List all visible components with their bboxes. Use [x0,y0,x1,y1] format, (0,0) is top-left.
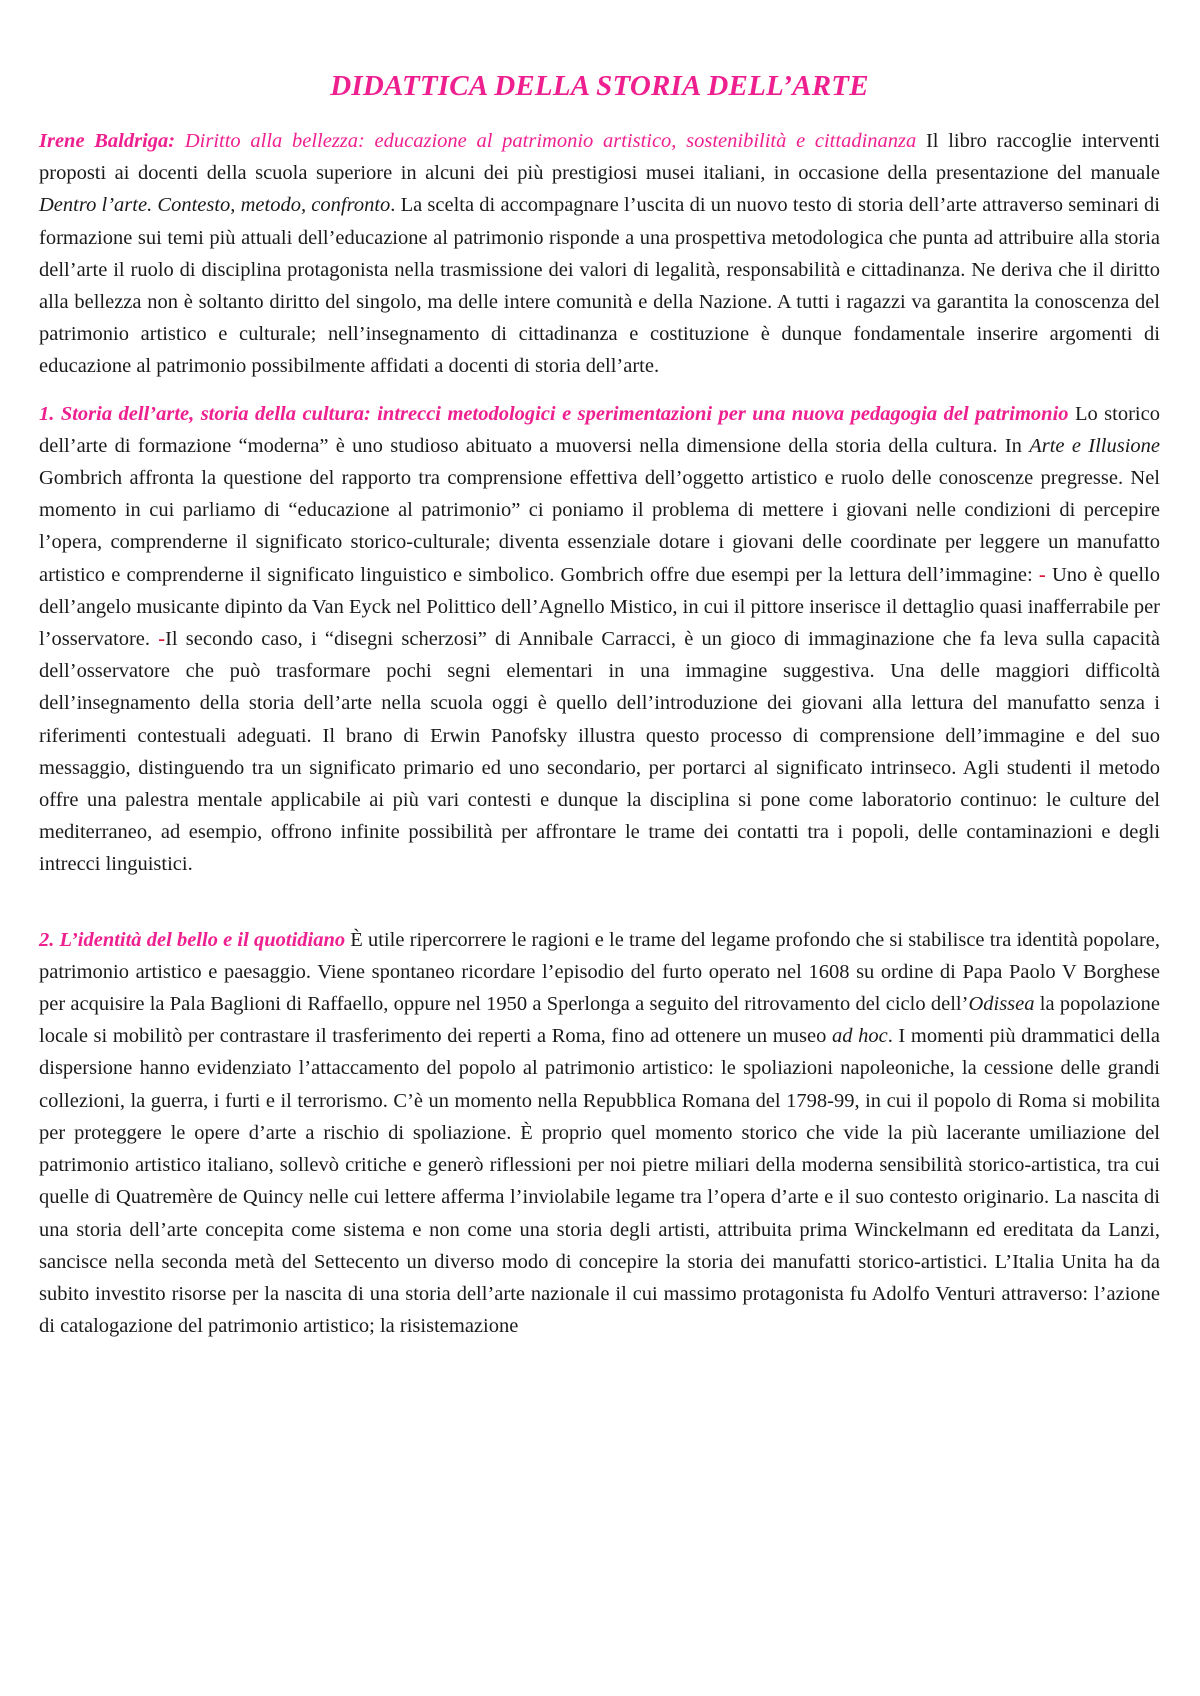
section-1-paragraph [39,398,1160,881]
section-1-text-a: Lo storico dell’arte di formazione “moderna” è uno studioso abituato a muoversi nella dimensione della storia della cultura. In [39,402,1160,457]
document-page [39,70,1160,1342]
section-1-text-b: Gombrich affronta la questione del rapporto tra comprensione effettiva dell’oggetto artistico e ruolo delle conoscenze pregresse. Nel momento in cui parliamo di “educazione al patrimonio” ci poniamo il problema di mettere i giovani nelle condizioni di percepire l’opera, comprenderne il significato storico-culturale; diventa essenziale dotare i giovani delle coordinate per leggere un manufatto artistico e comprenderne il significato linguistico e simbolico. Gombrich offre due esempi per la lettura dell’immagine: [39,467,1160,586]
intro-paragraph [39,125,1160,383]
section-1-text-d: Il secondo caso, i “disegni scherzosi” di Annibale Carracci, è un gioco di immaginazione che fa leva sulla capacità dell’osservatore che può trasformare pochi segni elementari in una immagine suggestiva. Una delle maggiori difficoltà dell’insegnamento della storia dell’arte nella scuola oggi è quello dell’introduzione dei giovani alla lettura del manufatto senza i riferimenti contestuali adeguati. Il brano di Erwin Panofsky illustra questo processo di comprensione dell’immagine e del suo messaggio, distinguendo tra un significato primario ed uno secondario, per portarci al significato intrinseco. Agli studenti il metodo offre una palestra mentale applicabile ai più vari contesti e dunque la disciplina si pone come laboratorio continuo: le culture del mediterraneo, ad esempio, offrono infinite possibilità per affrontare le trame dei contatti tra i popoli, delle contaminazioni e degli intrecci linguistici. [39,628,1161,876]
section-2-heading: 2. L’identità del bello e il quotidiano [39,928,346,951]
section-2-text-b: la popolazione locale si mobilitò per contrastare il trasferimento dei reperti a Roma, fino ad ottenere un museo [39,993,1161,1048]
section-1-heading: 1. Storia dell’arte, storia della cultura: intrecci metodologici e sperimentazioni per una nuova pedagogia del patrimonio [39,402,1069,425]
section-2-odissea: Odissea [968,993,1035,1016]
section-1-book-title: Arte e Illusione [1029,434,1160,457]
section-2-paragraph [39,924,1160,1343]
intro-book-title: Diritto alla bellezza: educazione al patrimonio artistico, sostenibilità e cittadinanza [184,130,917,152]
intro-manual-title: Dentro l’arte. Contesto, metodo, confronto [39,194,391,217]
list-dash-2: - [158,628,166,651]
section-2-text-a: È utile ripercorrere le ragioni e le trame del legame profondo che si stabilisce tra identità popolare, patrimonio artistico e paesaggio. Viene spontaneo ricordare l’episodio del furto operato nel 1608 su ordine di Papa Paolo V Borghese per acquisire la Pala Baglioni di Raffaello, oppure nel 1950 a Sperlonga a seguito del ritrovamento del ciclo dell’ [39,928,1161,1016]
section-2-ad-hoc: ad hoc [831,1025,888,1048]
section-1-text-c: Uno è quello dell’angelo musicante dipinto da Van Eyck nel Polittico dell’Agnello Mistico, in cui il pittore inserisce il dettaglio quasi inafferrabile per l’osservatore. [39,563,1160,651]
document-title: DIDATTICA DELLA STORIA DELL’ARTE [330,70,869,102]
intro-text-a: Il libro raccoglie interventi proposti ai docenti della scuola superiore in alcuni dei più prestigiosi musei italiani, in occasione della presentazione del manuale [39,130,1161,185]
section-2-text-c: . I momenti più drammatici della dispersione hanno evidenziato l’attaccamento del popolo al patrimonio artistico: le spoliazioni napoleoniche, la cessione delle grandi collezioni, la guerra, i furti e il terrorismo. C’è un momento nella Repubblica Romana del 1798-99, in cui il popolo di Roma si mobilita per proteggere le opere d’arte a rischio di spoliazione. È proprio quel momento storico che vide la più lacerante umiliazione del patrimonio artistico italiano, sollevò critiche e generò riflessioni per noi pietre miliari della moderna sensibilità storico-artistica, tra cui quelle di Quatremère de Quincy nelle cui lettere afferma l’inviolabile legame tra l’opera d’arte e il suo contesto originario. La nascita di una storia dell’arte concepita come sistema e non come una storia degli artisti, attribuita prima Winckelmann ed ereditata da Lanzi, sancisce nella seconda metà del Settecento un diverso modo di concepire la storia dei manufatti storico-artistici. L’Italia Unita ha da subito investito risorse per la nascita di una storia dell’arte nazionale il cui massimo protagonista fu Adolfo Venturi attraverso: l’azione di catalogazione del patrimonio artistico; la risistemazione [39,1025,1161,1338]
intro-author: Irene Baldriga: [39,130,176,152]
list-dash-1: - [1038,563,1046,586]
intro-text-b: . La scelta di accompagnare l’uscita di un nuovo testo di storia dell’arte attraverso seminari di formazione sui temi più attuali dell’educazione al patrimonio risponde a una prospettiva metodologica che punta ad attribuire alla storia dell’arte il ruolo di disciplina protagonista nella trasmissione dei valori di legalità, responsabilità e cittadinanza. Ne deriva che il diritto alla bellezza non è soltanto diritto del singolo, ma delle intere comunità e della Nazione. A tutti i ragazzi va garantita la conoscenza del patrimonio artistico e culturale; nell’insegnamento di cittadinanza e costituzione è dunque fondamentale inserire argomenti di educazione al patrimonio possibilmente affidati a docenti di storia dell’arte. [39,194,1160,378]
